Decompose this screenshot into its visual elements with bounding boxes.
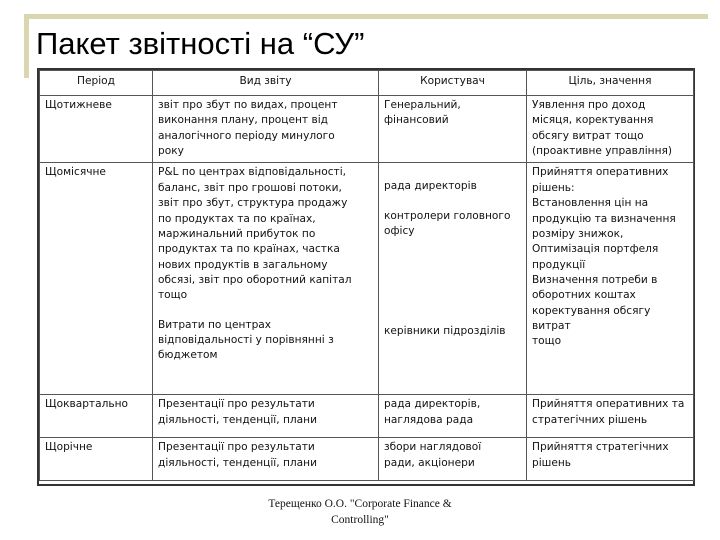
cell-goal: Прийняття оперативних рішень: Встановлення цін на продукцію та визначення розміру знижок, Оптимізація портфеля продукції Визначення потреби в оборотних коштах коректування обсягу витрат тощо — [527, 163, 694, 395]
footer-line: Терещенко О.О. "Corporate Finance & — [268, 498, 452, 510]
table-row — [40, 395, 694, 438]
cell-report: Презентації про результати діяльності, тенденції, плани — [153, 395, 379, 438]
cell-report: звіт про збут по видах, процент виконання плану, процент від аналогічного періоду минулого року — [153, 96, 379, 163]
frame-bar-horizontal — [24, 14, 708, 19]
cell-user: рада директорів, наглядова рада — [379, 395, 527, 438]
cell-user: рада директорів контролери головного офісу керівники підрозділів — [379, 163, 527, 395]
cell-report: P&L по центрах відповідальності, баланс, звіт про грошові потоки, звіт про збут, структура продажу по продуктах та по країнах, маржинальний прибуток по продуктах та по країнах, частка нових продуктів в загальному обсязі, звіт про оборотний капітал тощо Витрати по центрах відповідальності у порівнянні з бюджетом — [153, 163, 379, 395]
cell-period: Щорічне — [40, 438, 153, 481]
report-table — [39, 70, 694, 481]
footer-line: Controlling" — [331, 513, 389, 526]
header-report-type: Вид звіту — [153, 71, 379, 96]
table-row — [40, 438, 694, 481]
cell-period: Щоквартально — [40, 395, 153, 438]
cell-goal: Уявлення про доход місяця, коректування обсягу витрат тощо (проактивне управління) — [527, 96, 694, 163]
cell-user: збори наглядової ради, акціонери — [379, 438, 527, 481]
cell-goal: Прийняття оперативних та стратегічних рішень — [527, 395, 694, 438]
cell-goal: Прийняття стратегічних рішень — [527, 438, 694, 481]
table-header-row — [40, 71, 694, 96]
slide-title: Пакет звітності на “СУ” — [36, 26, 365, 61]
footer-citation — [238, 497, 482, 528]
header-goal: Ціль, значення — [527, 71, 694, 96]
report-table-container — [37, 68, 695, 486]
cell-period: Щомісячне — [40, 163, 153, 395]
header-user: Користувач — [379, 71, 527, 96]
cell-report: Презентації про результати діяльності, тенденції, плани — [153, 438, 379, 481]
table-row — [40, 96, 694, 163]
frame-bar-vertical — [24, 14, 29, 78]
cell-period: Щотижневе — [40, 96, 153, 163]
cell-user: Генеральний, фінансовий — [379, 96, 527, 163]
header-period: Період — [40, 71, 153, 96]
table-row — [40, 163, 694, 395]
